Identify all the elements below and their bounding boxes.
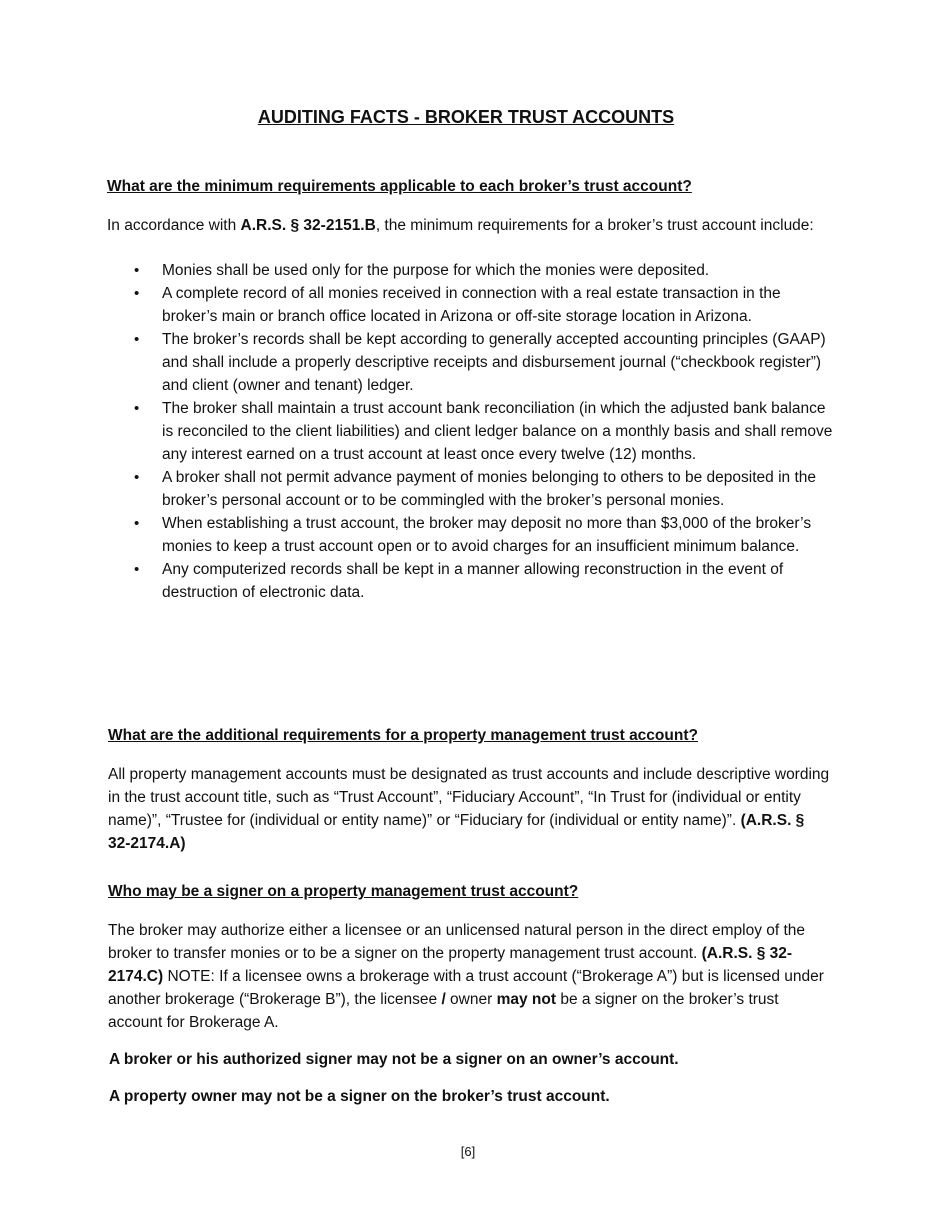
section-2-text: All property management accounts must be designated as trust accounts and include descriptive wording in the trust account title, such as “Trust Account”, “Fiduciary Account”, “In Trust for (individual or entity name)”, “Trustee for (individual or entity name)” or “Fiduciary for (individual or entity name)”. [108,766,830,829]
statement-owner-signer: A property owner may not be a signer on the broker’s trust account. [109,1088,610,1105]
section-3-text-mid: owner [445,991,497,1008]
intro-text-pre: In accordance with [107,217,241,234]
list-item: • When establishing a trust account, the broker may deposit no more than $3,000 of the broker’s monies to keep a trust account open or to avoid charges for an insufficient minimum balance. [134,512,834,558]
requirements-list [134,259,834,604]
statute-reference: A.R.S. § 32-2151.B [240,217,376,234]
page-number: [6] [460,1144,476,1159]
section-3-body [108,919,830,1034]
statute-reference: (A.R.S. § 32-2174.C) [108,945,793,985]
section-3-note: NOTE: If a licensee owns a brokerage with a trust account (“Brokerage A”) but is licensed under another brokerage (“Brokerage B”), the licensee [108,968,824,1008]
list-item: • The broker’s records shall be kept according to generally accepted accounting principles (GAAP) and shall include a properly descriptive receipts and disbursement journal (“checkbook register”) and client (owner and tenant) ledger. [134,328,834,397]
may-not-emphasis: may not [496,991,557,1008]
section-2-body [108,763,830,855]
statement-broker-signer: A broker or his authorized signer may not be a signer on an owner’s account. [109,1051,679,1068]
intro-text-post: , the minimum requirements for a broker’s trust account include: [375,217,814,234]
section-1-intro [107,214,827,237]
list-item: • A complete record of all monies received in connection with a real estate transaction in the broker’s main or branch office located in Arizona or off-site storage location in Arizona. [134,282,834,328]
page-title: AUDITING FACTS - BROKER TRUST ACCOUNTS [257,107,675,127]
section-3-question: Who may be a signer on a property management trust account? [108,883,579,900]
section-3-text-post: be a signer on the broker’s trust account for Brokerage A. [108,991,779,1031]
list-item: • Any computerized records shall be kept in a manner allowing reconstruction in the event of destruction of electronic data. [134,558,834,604]
section-3-text-pre: The broker may authorize either a licensee or an unlicensed natural person in the direct employ of the broker to transfer monies or to be a signer on the property management trust account. [108,922,806,962]
slash-text: / [441,991,446,1008]
statute-reference: (A.R.S. § 32-2174.A) [108,812,805,852]
list-item: • A broker shall not permit advance payment of monies belonging to others to be deposited in the broker’s personal account or to be commingled with the broker’s personal monies. [134,466,834,512]
section-2-question: What are the additional requirements for a property management trust account? [108,727,698,744]
list-item: • The broker shall maintain a trust account bank reconciliation (in which the adjusted bank balance is reconciled to the client liabilities) and client ledger balance on a monthly basis and shall remove any interest earned on a trust account at least once every twelve (12) months. [134,397,834,466]
section-1-question: What are the minimum requirements applicable to each broker’s trust account? [107,178,692,195]
list-item: • Monies shall be used only for the purpose for which the monies were deposited. [134,259,834,282]
